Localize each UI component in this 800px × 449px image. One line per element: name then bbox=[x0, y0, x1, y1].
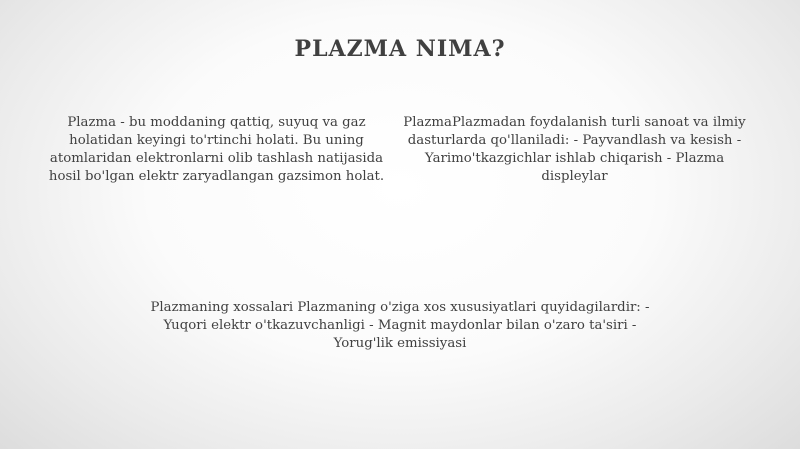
slide-title: PLAZMA NIMA? bbox=[294, 36, 506, 62]
applications-text: PlazmaPlazmadan foydalanish turli sanoat va ilmiy dasturlarda qo'llaniladi: - Payvandlash va kesish - Yarimo'tkazgichlar ishlab chiqarish - Plazma displeylar bbox=[403, 115, 746, 184]
definition-text: Plazma - bu moddaning qattiq, suyuq va gaz holatidan keyingi to'rtinchi holati. Bu uning atomlaridan elektronlarni olib tashlash natijasida hosil bo'lgan elektr zaryadlangan gazsimon holat. bbox=[48, 115, 385, 184]
properties-text: Plazmaning xossalari Plazmaning o'ziga xos xususiyatlari quyidagilardir: - Yuqori elektr o'tkazuvchanligi - Magnit maydonlar bilan o'zaro ta'siri - Yorug'lik emissiyasi bbox=[150, 300, 650, 351]
